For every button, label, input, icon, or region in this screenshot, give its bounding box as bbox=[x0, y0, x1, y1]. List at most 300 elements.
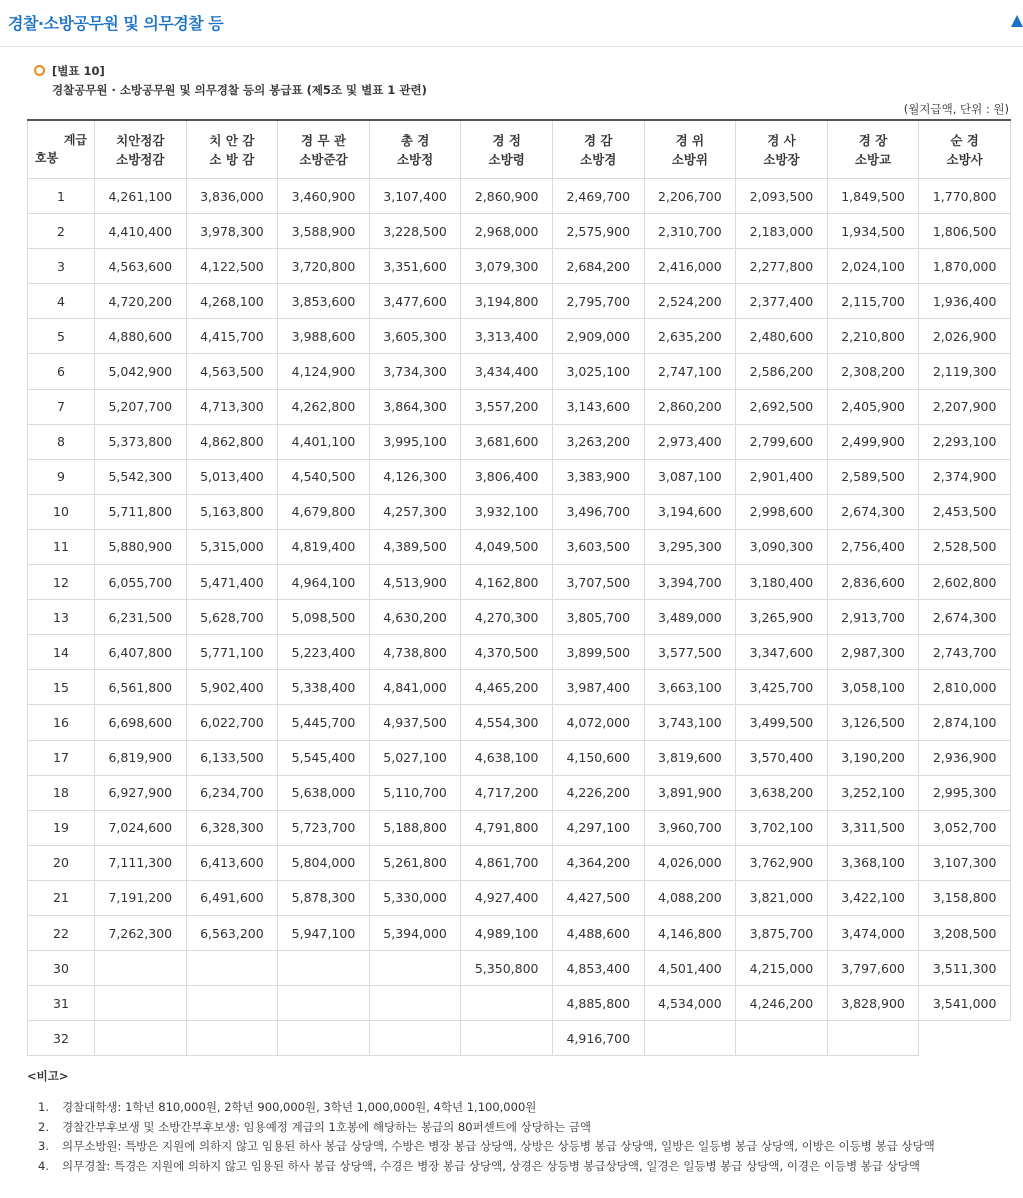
salary-cell: 2,277,800 bbox=[736, 249, 828, 284]
salary-cell: 5,445,700 bbox=[278, 705, 370, 740]
salary-cell: 3,383,900 bbox=[552, 459, 644, 494]
step-cell: 10 bbox=[28, 494, 95, 529]
table-body bbox=[28, 179, 1011, 1056]
table-row bbox=[28, 670, 1011, 705]
salary-cell: 2,310,700 bbox=[644, 214, 736, 249]
salary-cell: 3,663,100 bbox=[644, 670, 736, 705]
salary-cell: 3,762,900 bbox=[736, 845, 828, 880]
salary-cell: 3,394,700 bbox=[644, 565, 736, 600]
salary-cell: 3,295,300 bbox=[644, 529, 736, 564]
salary-cell: 7,191,200 bbox=[95, 880, 187, 915]
salary-cell: 3,821,000 bbox=[736, 880, 828, 915]
salary-cell bbox=[919, 1021, 1011, 1056]
salary-cell: 5,338,400 bbox=[278, 670, 370, 705]
table-row bbox=[28, 214, 1011, 249]
salary-cell: 5,042,900 bbox=[95, 354, 187, 389]
column-header-line1: 경 위 bbox=[675, 132, 705, 148]
salary-cell: 6,698,600 bbox=[95, 705, 187, 740]
salary-cell: 2,586,200 bbox=[736, 354, 828, 389]
salary-cell: 2,860,900 bbox=[461, 179, 553, 214]
salary-cell: 2,635,200 bbox=[644, 319, 736, 354]
salary-cell: 3,819,600 bbox=[644, 740, 736, 775]
salary-cell: 5,027,100 bbox=[369, 740, 461, 775]
salary-cell: 4,389,500 bbox=[369, 529, 461, 564]
column-header-line1: 치안정감 bbox=[116, 132, 165, 148]
table-row bbox=[28, 424, 1011, 459]
step-cell: 9 bbox=[28, 459, 95, 494]
salary-cell: 2,480,600 bbox=[736, 319, 828, 354]
salary-cell: 5,947,100 bbox=[278, 915, 370, 950]
salary-cell: 3,425,700 bbox=[736, 670, 828, 705]
salary-cell: 4,501,400 bbox=[644, 951, 736, 986]
salary-cell: 3,228,500 bbox=[369, 214, 461, 249]
salary-cell: 5,878,300 bbox=[278, 880, 370, 915]
note-number: 2. bbox=[38, 1119, 49, 1134]
salary-cell: 4,916,700 bbox=[552, 1021, 644, 1056]
salary-cell: 6,328,300 bbox=[186, 810, 278, 845]
salary-cell: 4,261,100 bbox=[95, 179, 187, 214]
salary-cell: 6,022,700 bbox=[186, 705, 278, 740]
table-row bbox=[28, 740, 1011, 775]
salary-cell: 4,246,200 bbox=[736, 986, 828, 1021]
salary-cell: 4,410,400 bbox=[95, 214, 187, 249]
column-header-line1: 경 사 bbox=[767, 132, 796, 148]
page-header bbox=[0, 0, 1023, 47]
salary-cell: 4,270,300 bbox=[461, 600, 553, 635]
note-item bbox=[27, 1157, 935, 1177]
column-header-line1: 경 무 관 bbox=[301, 132, 346, 148]
salary-cell: 3,052,700 bbox=[919, 810, 1011, 845]
salary-cell: 3,875,700 bbox=[736, 915, 828, 950]
table-row bbox=[28, 915, 1011, 950]
salary-cell: 6,055,700 bbox=[95, 565, 187, 600]
note-number: 1. bbox=[38, 1100, 49, 1114]
salary-cell: 4,819,400 bbox=[278, 529, 370, 564]
salary-cell: 6,819,900 bbox=[95, 740, 187, 775]
note-item bbox=[27, 1137, 935, 1157]
circle-bullet-icon bbox=[34, 65, 45, 76]
column-header bbox=[736, 120, 828, 179]
salary-cell: 2,524,200 bbox=[644, 284, 736, 319]
salary-cell: 5,723,700 bbox=[278, 810, 370, 845]
salary-cell: 3,499,500 bbox=[736, 705, 828, 740]
salary-cell: 2,901,400 bbox=[736, 459, 828, 494]
column-header-line2: 소방위 bbox=[671, 151, 708, 167]
column-header bbox=[369, 120, 461, 179]
salary-cell: 3,707,500 bbox=[552, 565, 644, 600]
salary-cell: 2,692,500 bbox=[736, 389, 828, 424]
salary-cell bbox=[186, 1021, 278, 1056]
salary-cell: 2,602,800 bbox=[919, 565, 1011, 600]
step-cell: 32 bbox=[28, 1021, 95, 1056]
step-cell: 11 bbox=[28, 529, 95, 564]
salary-cell: 4,150,600 bbox=[552, 740, 644, 775]
salary-cell: 4,513,900 bbox=[369, 565, 461, 600]
salary-cell: 5,098,500 bbox=[278, 600, 370, 635]
step-cell: 21 bbox=[28, 880, 95, 915]
salary-cell bbox=[186, 951, 278, 986]
salary-cell: 1,806,500 bbox=[919, 214, 1011, 249]
column-header bbox=[186, 120, 278, 179]
salary-cell: 2,987,300 bbox=[827, 635, 919, 670]
column-header-line2: 소 방 감 bbox=[209, 151, 255, 167]
salary-cell bbox=[369, 951, 461, 986]
salary-cell: 4,563,500 bbox=[186, 354, 278, 389]
corner-header-cell bbox=[28, 120, 95, 179]
salary-cell: 5,207,700 bbox=[95, 389, 187, 424]
salary-cell: 4,738,800 bbox=[369, 635, 461, 670]
salary-cell: 2,293,100 bbox=[919, 424, 1011, 459]
note-number: 4. bbox=[38, 1158, 49, 1173]
salary-cell: 2,469,700 bbox=[552, 179, 644, 214]
table-row bbox=[28, 810, 1011, 845]
salary-cell: 4,534,000 bbox=[644, 986, 736, 1021]
note-number: 3. bbox=[38, 1139, 49, 1153]
salary-cell: 3,541,000 bbox=[919, 986, 1011, 1021]
column-header-line1: 경 장 bbox=[858, 132, 888, 148]
salary-cell: 2,405,900 bbox=[827, 389, 919, 424]
table-row bbox=[28, 845, 1011, 880]
salary-cell: 2,810,000 bbox=[919, 670, 1011, 705]
salary-cell: 2,674,300 bbox=[827, 494, 919, 529]
salary-cell: 2,674,300 bbox=[919, 600, 1011, 635]
salary-cell: 3,605,300 bbox=[369, 319, 461, 354]
salary-cell: 3,422,100 bbox=[827, 880, 919, 915]
salary-cell: 4,927,400 bbox=[461, 880, 553, 915]
salary-cell bbox=[644, 1021, 736, 1056]
salary-cell: 3,805,700 bbox=[552, 600, 644, 635]
salary-cell: 4,364,200 bbox=[552, 845, 644, 880]
table-row bbox=[28, 249, 1011, 284]
table-header-row bbox=[28, 120, 1011, 179]
table-row bbox=[28, 880, 1011, 915]
salary-cell: 3,313,400 bbox=[461, 319, 553, 354]
table-row bbox=[28, 529, 1011, 564]
salary-cell: 2,968,000 bbox=[461, 214, 553, 249]
step-cell: 12 bbox=[28, 565, 95, 600]
salary-cell bbox=[736, 1021, 828, 1056]
salary-cell: 4,720,200 bbox=[95, 284, 187, 319]
column-header bbox=[644, 120, 736, 179]
step-cell: 16 bbox=[28, 705, 95, 740]
column-header-line2: 소방준감 bbox=[299, 151, 348, 167]
salary-cell: 4,937,500 bbox=[369, 705, 461, 740]
salary-cell: 4,215,000 bbox=[736, 951, 828, 986]
salary-cell: 3,557,200 bbox=[461, 389, 553, 424]
salary-cell: 5,223,400 bbox=[278, 635, 370, 670]
salary-cell: 2,874,100 bbox=[919, 705, 1011, 740]
salary-cell: 2,093,500 bbox=[736, 179, 828, 214]
note-text: 의무경찰: 특경은 지원에 의하지 않고 임용된 하사 봉급 상당액, 수경은 병장 봉급 상당액, 상경은 상등병 봉급상당액, 일경은 일등병 봉급 상당액, 이경은 이등병 봉급 상당액 bbox=[62, 1158, 920, 1173]
column-header-line1: 경 정 bbox=[492, 132, 521, 148]
note-text: 의무소방원: 특방은 지원에 의하지 않고 임용된 하사 봉급 상당액, 수방은 병장 봉급 상당액, 상방은 상등병 봉급 상당액, 일방은 일등병 봉급 상당액, 이방은 이등병 봉급 상당액 bbox=[62, 1139, 935, 1153]
table-row bbox=[28, 986, 1011, 1021]
salary-cell: 4,853,400 bbox=[552, 951, 644, 986]
salary-cell: 4,268,100 bbox=[186, 284, 278, 319]
salary-cell: 5,373,800 bbox=[95, 424, 187, 459]
salary-cell: 2,795,700 bbox=[552, 284, 644, 319]
salary-cell: 2,909,000 bbox=[552, 319, 644, 354]
salary-cell: 3,347,600 bbox=[736, 635, 828, 670]
salary-cell: 4,989,100 bbox=[461, 915, 553, 950]
step-cell: 6 bbox=[28, 354, 95, 389]
salary-cell: 3,899,500 bbox=[552, 635, 644, 670]
notes-section bbox=[27, 1068, 935, 1176]
salary-cell: 2,936,900 bbox=[919, 740, 1011, 775]
salary-cell: 4,146,800 bbox=[644, 915, 736, 950]
table-row bbox=[28, 775, 1011, 810]
salary-cell: 2,528,500 bbox=[919, 529, 1011, 564]
corner-rank-label: 계급 bbox=[63, 133, 87, 147]
step-cell: 7 bbox=[28, 389, 95, 424]
salary-cell: 3,864,300 bbox=[369, 389, 461, 424]
table-label: [별표 10] bbox=[52, 64, 105, 78]
salary-cell: 4,638,100 bbox=[461, 740, 553, 775]
salary-cell: 3,836,000 bbox=[186, 179, 278, 214]
note-text: 경찰대학생: 1학년 810,000원, 2학년 900,000원, 3학년 1,000,000원, 4학년 1,100,000원 bbox=[62, 1100, 537, 1114]
step-cell: 30 bbox=[28, 951, 95, 986]
salary-cell: 2,499,900 bbox=[827, 424, 919, 459]
salary-cell: 5,880,900 bbox=[95, 529, 187, 564]
notes-title: <비고> bbox=[27, 1069, 69, 1083]
salary-cell: 4,880,600 bbox=[95, 319, 187, 354]
salary-cell: 4,126,300 bbox=[369, 459, 461, 494]
table-row bbox=[28, 389, 1011, 424]
salary-cell: 2,589,500 bbox=[827, 459, 919, 494]
salary-cell: 2,743,700 bbox=[919, 635, 1011, 670]
column-header-line2: 소방정 bbox=[396, 151, 434, 167]
salary-cell: 7,111,300 bbox=[95, 845, 187, 880]
step-cell: 5 bbox=[28, 319, 95, 354]
salary-cell: 2,207,900 bbox=[919, 389, 1011, 424]
table-row bbox=[28, 319, 1011, 354]
salary-cell: 5,163,800 bbox=[186, 494, 278, 529]
salary-cell bbox=[186, 986, 278, 1021]
salary-cell: 5,628,700 bbox=[186, 600, 278, 635]
step-cell: 1 bbox=[28, 179, 95, 214]
salary-cell: 4,630,200 bbox=[369, 600, 461, 635]
salary-cell: 3,477,600 bbox=[369, 284, 461, 319]
salary-cell: 2,377,400 bbox=[736, 284, 828, 319]
salary-cell: 1,934,500 bbox=[827, 214, 919, 249]
table-row bbox=[28, 565, 1011, 600]
salary-cell: 4,049,500 bbox=[461, 529, 553, 564]
salary-cell: 5,638,000 bbox=[278, 775, 370, 810]
step-cell: 17 bbox=[28, 740, 95, 775]
column-header-line2: 소방정감 bbox=[116, 151, 165, 167]
salary-cell: 7,024,600 bbox=[95, 810, 187, 845]
column-header-line1: 순 경 bbox=[950, 132, 979, 148]
salary-cell: 5,902,400 bbox=[186, 670, 278, 705]
salary-cell: 4,791,800 bbox=[461, 810, 553, 845]
salary-cell: 5,330,000 bbox=[369, 880, 461, 915]
salary-cell: 1,936,400 bbox=[919, 284, 1011, 319]
salary-cell: 3,368,100 bbox=[827, 845, 919, 880]
salary-cell: 4,226,200 bbox=[552, 775, 644, 810]
salary-cell: 4,841,000 bbox=[369, 670, 461, 705]
salary-cell: 5,804,000 bbox=[278, 845, 370, 880]
salary-cell: 4,465,200 bbox=[461, 670, 553, 705]
salary-cell: 3,960,700 bbox=[644, 810, 736, 845]
column-header-line2: 소방령 bbox=[488, 151, 525, 167]
step-cell: 13 bbox=[28, 600, 95, 635]
salary-cell bbox=[369, 986, 461, 1021]
salary-cell: 4,540,500 bbox=[278, 459, 370, 494]
salary-cell: 4,415,700 bbox=[186, 319, 278, 354]
salary-cell: 5,542,300 bbox=[95, 459, 187, 494]
salary-cell: 3,025,100 bbox=[552, 354, 644, 389]
salary-cell: 3,126,500 bbox=[827, 705, 919, 740]
salary-cell: 3,734,300 bbox=[369, 354, 461, 389]
note-item bbox=[27, 1118, 935, 1138]
step-cell: 8 bbox=[28, 424, 95, 459]
salary-cell: 6,927,900 bbox=[95, 775, 187, 810]
salary-table bbox=[27, 119, 1011, 1056]
salary-cell: 4,488,600 bbox=[552, 915, 644, 950]
salary-cell: 3,489,000 bbox=[644, 600, 736, 635]
salary-cell: 3,978,300 bbox=[186, 214, 278, 249]
salary-cell: 1,870,000 bbox=[919, 249, 1011, 284]
salary-cell: 7,262,300 bbox=[95, 915, 187, 950]
column-header-line2: 소방경 bbox=[580, 151, 617, 167]
salary-cell: 2,026,900 bbox=[919, 319, 1011, 354]
salary-cell: 4,679,800 bbox=[278, 494, 370, 529]
salary-cell: 2,206,700 bbox=[644, 179, 736, 214]
collapse-arrow-icon[interactable] bbox=[1011, 15, 1023, 27]
salary-cell: 4,401,100 bbox=[278, 424, 370, 459]
column-header-line1: 경 감 bbox=[584, 132, 613, 148]
salary-cell: 4,964,100 bbox=[278, 565, 370, 600]
step-cell: 22 bbox=[28, 915, 95, 950]
salary-cell: 6,491,600 bbox=[186, 880, 278, 915]
salary-cell: 2,998,600 bbox=[736, 494, 828, 529]
salary-cell: 4,370,500 bbox=[461, 635, 553, 670]
table-row bbox=[28, 354, 1011, 389]
step-cell: 14 bbox=[28, 635, 95, 670]
salary-cell: 2,836,600 bbox=[827, 565, 919, 600]
salary-cell: 4,088,200 bbox=[644, 880, 736, 915]
salary-cell: 4,072,000 bbox=[552, 705, 644, 740]
column-header-line2: 소방사 bbox=[946, 151, 983, 167]
salary-cell: 1,770,800 bbox=[919, 179, 1011, 214]
salary-cell: 2,210,800 bbox=[827, 319, 919, 354]
salary-cell: 5,771,100 bbox=[186, 635, 278, 670]
salary-cell: 3,853,600 bbox=[278, 284, 370, 319]
unit-note: (월지급액, 단위 : 원) bbox=[903, 102, 1009, 116]
salary-cell: 3,577,500 bbox=[644, 635, 736, 670]
salary-cell: 4,162,800 bbox=[461, 565, 553, 600]
column-header bbox=[95, 120, 187, 179]
salary-cell: 5,545,400 bbox=[278, 740, 370, 775]
salary-cell: 2,416,000 bbox=[644, 249, 736, 284]
salary-cell: 4,122,500 bbox=[186, 249, 278, 284]
salary-cell: 4,026,000 bbox=[644, 845, 736, 880]
salary-cell bbox=[369, 1021, 461, 1056]
salary-cell: 3,190,200 bbox=[827, 740, 919, 775]
salary-cell: 2,119,300 bbox=[919, 354, 1011, 389]
step-cell: 3 bbox=[28, 249, 95, 284]
step-cell: 2 bbox=[28, 214, 95, 249]
salary-cell bbox=[95, 986, 187, 1021]
step-cell: 4 bbox=[28, 284, 95, 319]
table-row bbox=[28, 951, 1011, 986]
column-header-line2: 소방장 bbox=[763, 151, 800, 167]
salary-cell: 2,747,100 bbox=[644, 354, 736, 389]
salary-cell: 2,024,100 bbox=[827, 249, 919, 284]
salary-cell: 4,297,100 bbox=[552, 810, 644, 845]
salary-cell: 3,263,200 bbox=[552, 424, 644, 459]
salary-cell bbox=[827, 1021, 919, 1056]
salary-cell: 3,087,100 bbox=[644, 459, 736, 494]
salary-cell: 3,208,500 bbox=[919, 915, 1011, 950]
step-cell: 19 bbox=[28, 810, 95, 845]
salary-cell: 3,058,100 bbox=[827, 670, 919, 705]
salary-cell: 5,110,700 bbox=[369, 775, 461, 810]
salary-cell: 4,563,600 bbox=[95, 249, 187, 284]
salary-cell: 3,180,400 bbox=[736, 565, 828, 600]
salary-cell: 4,427,500 bbox=[552, 880, 644, 915]
salary-cell: 3,932,100 bbox=[461, 494, 553, 529]
salary-cell: 5,394,000 bbox=[369, 915, 461, 950]
salary-cell: 3,090,300 bbox=[736, 529, 828, 564]
salary-cell: 2,374,900 bbox=[919, 459, 1011, 494]
salary-cell: 6,133,500 bbox=[186, 740, 278, 775]
table-caption: 경찰공무원 · 소방공무원 및 의무경찰 등의 봉급표 (제5조 및 별표 1 관련) bbox=[52, 83, 427, 97]
step-cell: 15 bbox=[28, 670, 95, 705]
page-title: 경찰·소방공무원 및 의무경찰 등 bbox=[8, 14, 224, 33]
table-row bbox=[28, 705, 1011, 740]
salary-cell: 3,987,400 bbox=[552, 670, 644, 705]
salary-cell: 6,407,800 bbox=[95, 635, 187, 670]
salary-cell: 4,554,300 bbox=[461, 705, 553, 740]
salary-cell: 4,717,200 bbox=[461, 775, 553, 810]
salary-cell bbox=[278, 986, 370, 1021]
table-row bbox=[28, 459, 1011, 494]
salary-cell: 3,806,400 bbox=[461, 459, 553, 494]
table-row bbox=[28, 494, 1011, 529]
salary-cell: 3,460,900 bbox=[278, 179, 370, 214]
notes-list bbox=[27, 1098, 935, 1176]
salary-cell: 2,575,900 bbox=[552, 214, 644, 249]
salary-cell: 3,351,600 bbox=[369, 249, 461, 284]
table-row bbox=[28, 600, 1011, 635]
note-item bbox=[27, 1098, 935, 1118]
salary-cell: 2,183,000 bbox=[736, 214, 828, 249]
salary-cell: 2,756,400 bbox=[827, 529, 919, 564]
column-header bbox=[461, 120, 553, 179]
salary-cell: 3,588,900 bbox=[278, 214, 370, 249]
salary-cell bbox=[461, 1021, 553, 1056]
salary-cell: 3,743,100 bbox=[644, 705, 736, 740]
salary-cell: 3,158,800 bbox=[919, 880, 1011, 915]
salary-cell: 2,308,200 bbox=[827, 354, 919, 389]
salary-cell bbox=[278, 1021, 370, 1056]
salary-cell: 3,252,100 bbox=[827, 775, 919, 810]
table-row bbox=[28, 635, 1011, 670]
salary-cell: 3,797,600 bbox=[827, 951, 919, 986]
salary-cell: 3,107,400 bbox=[369, 179, 461, 214]
salary-cell: 5,471,400 bbox=[186, 565, 278, 600]
salary-cell: 4,885,800 bbox=[552, 986, 644, 1021]
salary-cell: 3,194,600 bbox=[644, 494, 736, 529]
salary-cell: 3,496,700 bbox=[552, 494, 644, 529]
salary-cell bbox=[95, 1021, 187, 1056]
salary-cell: 3,995,100 bbox=[369, 424, 461, 459]
salary-cell: 4,862,800 bbox=[186, 424, 278, 459]
salary-cell: 5,188,800 bbox=[369, 810, 461, 845]
salary-cell: 3,681,600 bbox=[461, 424, 553, 459]
column-header-line1: 총 경 bbox=[400, 132, 430, 148]
